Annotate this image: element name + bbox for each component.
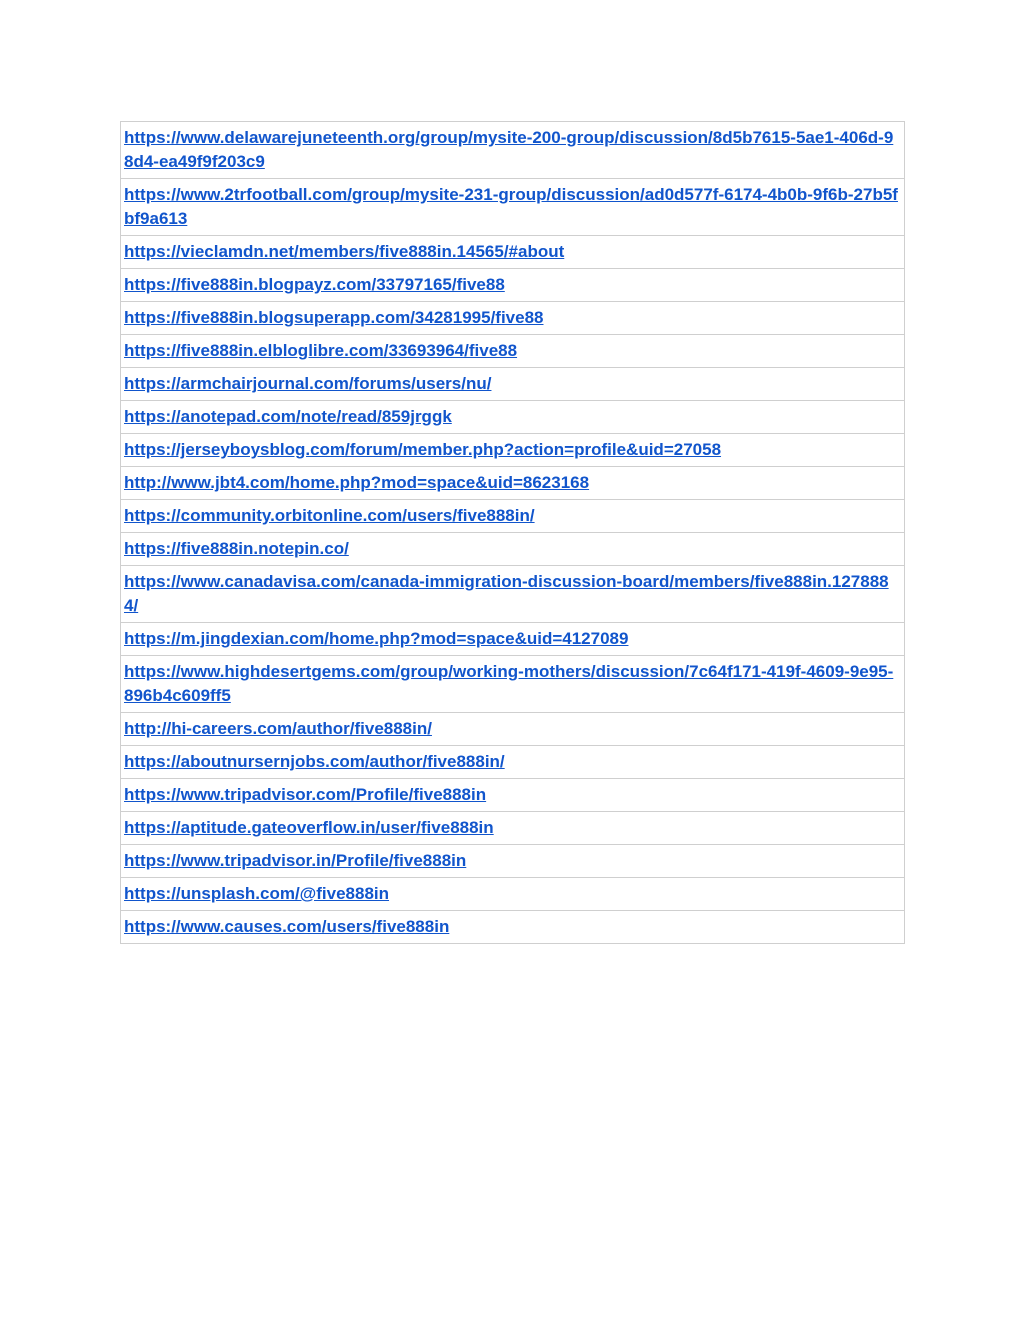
- link[interactable]: https://www.tripadvisor.in/Profile/five888in: [124, 851, 467, 870]
- link[interactable]: https://jerseyboysblog.com/forum/member.php?action=profile&uid=27058: [124, 440, 722, 459]
- table-row: [121, 269, 905, 302]
- table-row: [121, 302, 905, 335]
- table-row: [121, 467, 905, 500]
- table-cell: [121, 779, 905, 812]
- table-cell: [121, 467, 905, 500]
- table-row: [121, 236, 905, 269]
- table-row: [121, 623, 905, 656]
- table-cell: [121, 434, 905, 467]
- link[interactable]: https://www.causes.com/users/five888in: [124, 917, 450, 936]
- table-row: [121, 911, 905, 944]
- table-cell: [121, 368, 905, 401]
- table-cell: [121, 812, 905, 845]
- table-cell: [121, 533, 905, 566]
- link[interactable]: https://five888in.blogpayz.com/33797165/five88: [124, 275, 505, 294]
- table-row: [121, 368, 905, 401]
- table-cell: [121, 845, 905, 878]
- link[interactable]: https://www.canadavisa.com/canada-immigration-discussion-board/members/five888in.1278884/: [124, 572, 889, 615]
- table-cell: [121, 401, 905, 434]
- table-row: [121, 179, 905, 236]
- table-cell: [121, 713, 905, 746]
- link[interactable]: https://aboutnursernjobs.com/author/five888in/: [124, 752, 505, 771]
- table-cell: [121, 500, 905, 533]
- link[interactable]: https://m.jingdexian.com/home.php?mod=space&uid=4127089: [124, 629, 629, 648]
- table-row: [121, 500, 905, 533]
- table-row: [121, 434, 905, 467]
- link[interactable]: https://vieclamdn.net/members/five888in.14565/#about: [124, 242, 565, 261]
- table-cell: [121, 335, 905, 368]
- table-cell: [121, 911, 905, 944]
- table-row: [121, 713, 905, 746]
- table-row: [121, 779, 905, 812]
- link[interactable]: http://hi-careers.com/author/five888in/: [124, 719, 432, 738]
- table-row: [121, 656, 905, 713]
- table-cell: [121, 746, 905, 779]
- link[interactable]: https://www.delawarejuneteenth.org/group/mysite-200-group/discussion/8d5b7615-5ae1-406d-98d4-ea49f9f203c9: [124, 128, 894, 171]
- table-row: [121, 746, 905, 779]
- table-row: [121, 122, 905, 179]
- link[interactable]: http://www.jbt4.com/home.php?mod=space&uid=8623168: [124, 473, 590, 492]
- link[interactable]: https://anotepad.com/note/read/859jrggk: [124, 407, 452, 426]
- table-row: [121, 812, 905, 845]
- table-cell: [121, 302, 905, 335]
- table-cell: [121, 623, 905, 656]
- table-cell: [121, 236, 905, 269]
- table-cell: [121, 179, 905, 236]
- table-cell: [121, 566, 905, 623]
- link[interactable]: https://five888in.blogsuperapp.com/34281995/five88: [124, 308, 544, 327]
- table-cell: [121, 878, 905, 911]
- link[interactable]: https://community.orbitonline.com/users/five888in/: [124, 506, 535, 525]
- link[interactable]: https://www.tripadvisor.com/Profile/five888in: [124, 785, 487, 804]
- link[interactable]: https://five888in.notepin.co/: [124, 539, 349, 558]
- link[interactable]: https://unsplash.com/@five888in: [124, 884, 390, 903]
- table-row: [121, 878, 905, 911]
- table-cell: [121, 269, 905, 302]
- link[interactable]: https://five888in.elbloglibre.com/33693964/five88: [124, 341, 518, 360]
- link[interactable]: https://www.highdesertgems.com/group/working-mothers/discussion/7c64f171-419f-4609-9e95-896b4c609ff5: [124, 662, 894, 705]
- table-row: [121, 533, 905, 566]
- link[interactable]: https://armchairjournal.com/forums/users/nu/: [124, 374, 492, 393]
- table-cell: [121, 656, 905, 713]
- table-row: [121, 401, 905, 434]
- link-table: [120, 121, 905, 944]
- link[interactable]: https://aptitude.gateoverflow.in/user/five888in: [124, 818, 494, 837]
- table-row: [121, 845, 905, 878]
- table-row: [121, 566, 905, 623]
- table-cell: [121, 122, 905, 179]
- table-row: [121, 335, 905, 368]
- link[interactable]: https://www.2trfootball.com/group/mysite-231-group/discussion/ad0d577f-6174-4b0b-9f6b-27b5fbf9a613: [124, 185, 898, 228]
